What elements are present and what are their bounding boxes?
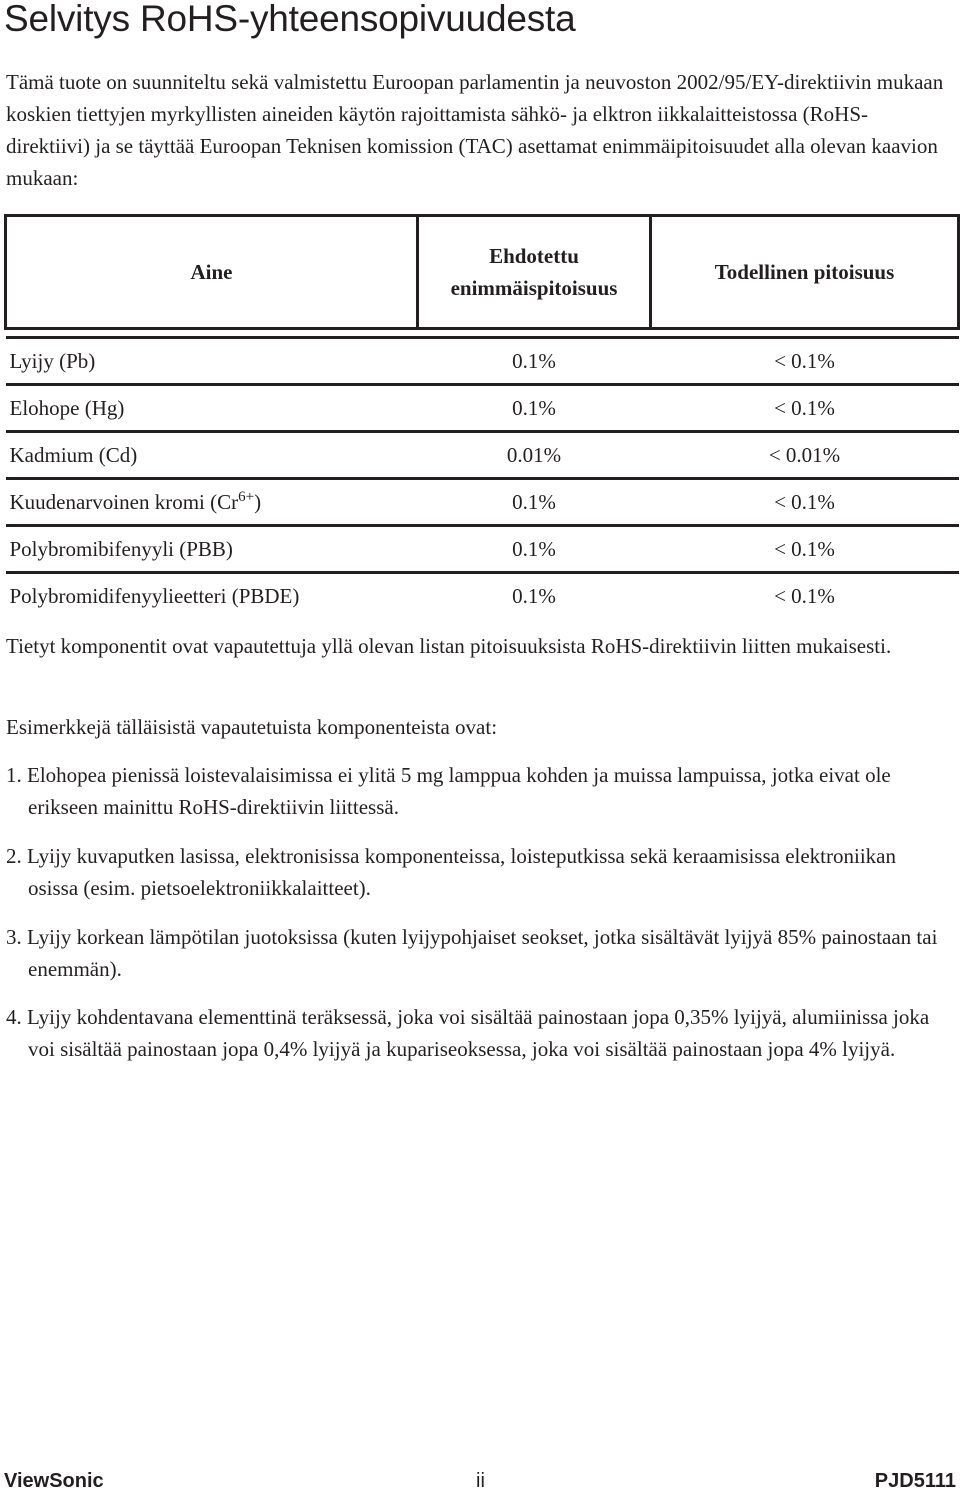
cell-substance-suffix: ) xyxy=(254,489,262,514)
cell-substance: Elohope (Hg) xyxy=(6,385,418,432)
cell-proposed: 0.1% xyxy=(418,385,651,432)
table-header-row xyxy=(6,216,959,329)
header-proposed-max xyxy=(418,216,651,329)
cell-substance xyxy=(6,479,418,526)
cell-actual: < 0.1% xyxy=(774,583,835,608)
header-proposed-line2: enimmäispitoisuus xyxy=(450,276,618,300)
header-substance: Aine xyxy=(6,216,418,329)
cell-actual: < 0.1% xyxy=(651,338,959,385)
rohs-table xyxy=(4,214,960,618)
cell-actual: < 0.1% xyxy=(651,479,959,526)
example-item-2: 2. Lyijy kuvaputken lasissa, elektronisissa komponenteissa, loisteputkissa sekä keraamisissa elektroniikan osissa (esim. pietsoelektroniikkalaitteet). xyxy=(6,844,896,900)
cell-substance: Kadmium (Cd) xyxy=(6,432,418,479)
cell-substance: Polybromibifenyyli (PBB) xyxy=(6,526,418,573)
footer-brand: ViewSonic xyxy=(4,1470,104,1492)
cell-proposed: 0.1% xyxy=(418,338,651,385)
examples-heading: Esimerkkejä tälläisistä vapautetuista komponenteista ovat: xyxy=(6,715,498,739)
page-title: Selvitys RoHS-yhteensopivuudesta xyxy=(4,0,576,39)
cell-substance: Lyijy (Pb) xyxy=(6,338,418,385)
footer-model: PJD5111 xyxy=(874,1470,956,1492)
footer-page-number: ii xyxy=(476,1470,485,1492)
cell-proposed: 0.1% xyxy=(418,479,651,526)
table-row xyxy=(6,338,959,385)
table-row xyxy=(6,573,959,619)
exemption-note: Tietyt komponentit ovat vapautettuja yllä olevan listan pitoisuuksista RoHS-direktiivin liitten mukaisesti. xyxy=(6,634,892,658)
header-actual: Todellinen pitoisuus xyxy=(651,216,959,329)
cell-actual: < 0.1% xyxy=(651,385,959,432)
table-row xyxy=(6,479,959,526)
cell-proposed: 0.1% xyxy=(418,526,651,573)
cell-actual: < 0.1% xyxy=(651,526,959,573)
cell-proposed: 0.1% xyxy=(512,583,556,608)
table-row xyxy=(6,385,959,432)
example-item-4: 4. Lyijy kohdentavana elementtinä teräksessä, joka voi sisältää painostaan jopa 0,35% lyijyä, alumiinissa joka voi sisältää painostaan jopa 0,4% lyijyä ja kupariseoksessa, joka voi sisältää painostaan jopa 4% lyijyä. xyxy=(6,1005,930,1061)
header-proposed-line1: Ehdotettu xyxy=(489,244,579,268)
cell-actual: < 0.01% xyxy=(651,432,959,479)
example-item-3: 3. Lyijy korkean lämpötilan juotoksissa (kuten lyijypohjaiset seokset, jotka sisältävät lyijyä 85% painostaan tai enemmän). xyxy=(6,925,938,981)
cell-substance: Polybromidifenyylieetteri (PBDE) xyxy=(9,583,300,608)
cell-proposed: 0.01% xyxy=(418,432,651,479)
table-row xyxy=(6,432,959,479)
cell-substance-text: Kuudenarvoinen kromi (Cr xyxy=(9,489,239,514)
table-row xyxy=(6,526,959,573)
intro-paragraph: Tämä tuote on suunniteltu sekä valmistettu Euroopan parlamentin ja neuvoston 2002/95/EY-direktiivin mukaan koskien tiettyjen myrkyllisten aineiden käytön rajoittamista sähkö- ja elktron iikkalaitteistossa (RoHS-direktiivi) ja se täyttää Euroopan Teknisen komission (TAC) asettamat enimmäipitoisuudet alla olevan kaavion mukaan: xyxy=(6,70,944,190)
cell-substance-superscript: 6+ xyxy=(238,488,255,505)
example-item-1: 1. Elohopea pienissä loistevalaisimissa ei ylitä 5 mg lamppua kohden ja muissa lampuissa, jotka eivat ole erikseen mainittu RoHS-direktiivin liittessä. xyxy=(6,763,891,819)
table-spacer-row xyxy=(6,329,959,338)
